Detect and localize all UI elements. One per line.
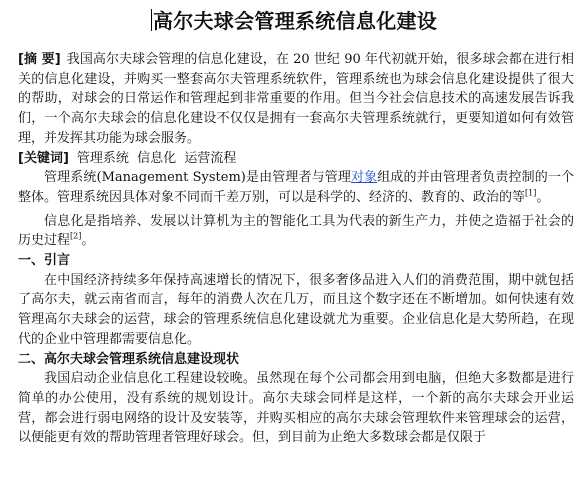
section-2-heading: 二、高尔夫球会管理系统信息建设现状 [18,351,240,367]
object-link[interactable]: 对象 [351,170,378,186]
informatization-paragraph [18,212,574,251]
abstract-text: 我国高尔夫球会管理的信息化建设，在 20 世纪 90 年代初就开始，很多球会都在进行相关的信息化建设，并购买一整套高尔夫管理系统软件，管理系统也为球会信息化建设提供了很大的帮助，对球会的日常运作和管理起到非常重要的作用。但当今社会信息技术的高速发展告诉我们，一个高尔夫球会的信息化建设不仅仅是拥有一套高尔夫管理系统就行，更要知道如何有效管理，并发挥其功能为球会服务。 [18,52,574,146]
reference-2: [2] [70,232,82,241]
document-title: 高尔夫球会管理系统信息化建设 [152,9,438,33]
section-1-paragraph: 在中国经济持续多年保持高速增长的情况下，很多奢侈品进入人们的消费范围，期中就包括了高尔夫，就云南省而言，每年的消费人次在几万，而且这个数字还在不断增加。如何快速有效管理高尔夫球会的运营，球会的管理系统信息化建设就尤为重要。企业信息化是大势所趋，在现代的企业中管理都需要信息化。 [18,272,574,347]
title-line [0,6,588,36]
abstract-label: [摘 要] [18,52,61,67]
section-1-heading: 一、引言 [18,253,71,269]
document-body [18,50,574,448]
para1-end: 。 [536,189,550,205]
para1-text-before-link: 管理系统(Management System)是由管理者与管理 [44,170,351,186]
keywords-label: [关键词] [18,150,69,166]
management-system-paragraph [18,168,574,207]
section-2-paragraph: 我国启动企业信息化工程建设较晚。虽然现在每个公司都会用到电脑，但绝大多数都是进行简单的办公使用，没有系统的规划设计。高尔夫球会同样是这样，一个新的高尔夫球会开业运营，都会进行弱电网络的设计及安装等，并购买相应的高尔夫球会管理软件来管理球会的运营，以便能更有效的帮助管理者管理好球会。但，到目前为止绝大多数球会都是仅限于 [18,371,574,446]
keywords-paragraph [18,149,574,169]
abstract-paragraph [18,50,574,149]
para2-text: 信息化是指培养、发展以计算机为主的智能化工具为代表的新生产力，并使之造福于社会的历史过程 [18,213,574,249]
reference-1: [1] [525,188,537,198]
keywords-text: 管理系统 信息化 运营流程 [76,150,237,166]
text-cursor [151,9,152,31]
para2-end: 。 [81,233,95,249]
para1-text-after-link: 组成的并由管理者负责控制的一个整体。管理系统因具体对象不同而千差万别，可以是科学的、经济的、教育的、政治的等 [18,170,574,205]
